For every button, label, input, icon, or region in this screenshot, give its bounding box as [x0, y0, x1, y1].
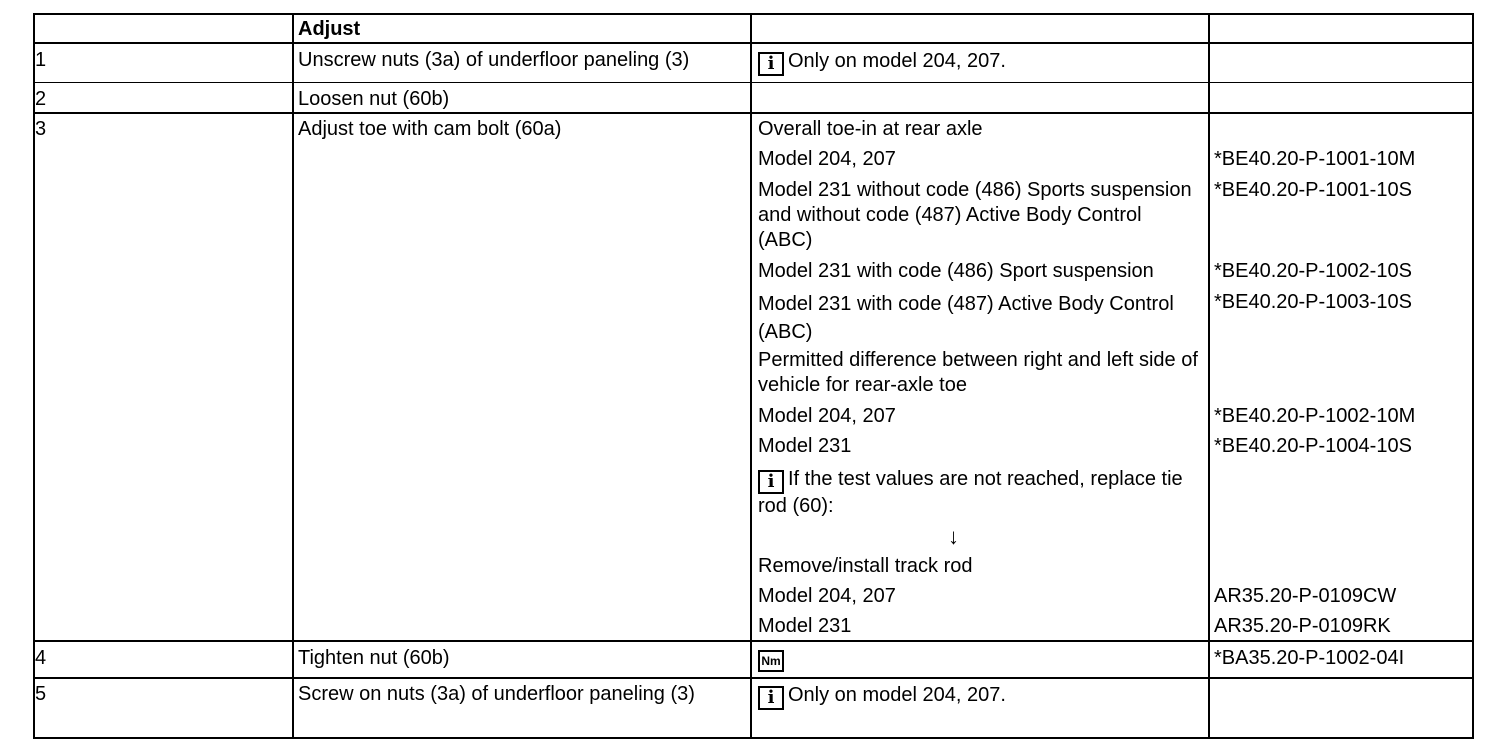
detail-text: Permitted difference between right and left side of vehicle for rear-axle toe: [758, 349, 1198, 396]
detail-ref: *BE40.20-P-1002-10S: [1214, 260, 1412, 282]
detail-ref: *BA35.20-P-1002-04I: [1214, 647, 1405, 669]
note-text: Only on model 204, 207.: [788, 50, 1006, 72]
info-icon: i: [758, 470, 784, 494]
detail-text: Remove/install track rod: [758, 555, 973, 577]
detail-text: Model 204, 207: [758, 585, 896, 607]
step-number: 1: [35, 49, 47, 71]
detail-ref: *BE40.20-P-1003-10S: [1214, 291, 1412, 313]
detail-ref: *BE40.20-P-1001-10M: [1214, 148, 1416, 170]
info-icon: i: [758, 686, 784, 710]
table-header-title: Adjust: [298, 18, 361, 40]
detail-ref: AR35.20-P-0109RK: [1214, 615, 1391, 637]
grid-line: [33, 112, 1474, 114]
grid-line: [750, 13, 752, 739]
detail-text: Model 231: [758, 435, 852, 457]
torque-cell: [758, 647, 784, 672]
step-action: Adjust toe with cam bolt (60a): [298, 118, 562, 140]
step-action: Tighten nut (60b): [298, 647, 450, 669]
detail-text: Model 204, 207: [758, 148, 896, 170]
procedure-table: [33, 13, 1474, 739]
step-number: 4: [35, 647, 47, 669]
step-number: 3: [35, 118, 47, 140]
step-number: 2: [35, 88, 47, 110]
arrow-down-icon: ↓: [948, 524, 959, 549]
detail-text: Model 231 with code (487) Active Body Control (ABC): [758, 293, 1174, 343]
grid-line: [33, 13, 1474, 15]
grid-line: [33, 42, 1474, 44]
detail-ref: *BE40.20-P-1001-10S: [1214, 179, 1412, 201]
detail-ref: AR35.20-P-0109CW: [1214, 585, 1397, 607]
step-action: Loosen nut (60b): [298, 88, 450, 110]
detail-text: Model 231 without code (486) Sports suspension and without code (487) Active Body Control (ABC): [758, 179, 1192, 251]
grid-line: [33, 677, 1474, 679]
grid-line: [33, 640, 1474, 642]
detail-ref: *BE40.20-P-1002-10M: [1214, 405, 1416, 427]
grid-line: [33, 82, 1474, 83]
detail-text: Overall toe-in at rear axle: [758, 118, 983, 140]
step-note: [758, 683, 1006, 710]
detail-text: Model 231: [758, 615, 852, 637]
detail-text: Model 231 with code (486) Sport suspension: [758, 260, 1154, 282]
note-text: Only on model 204, 207.: [788, 684, 1006, 706]
grid-line: [1208, 13, 1210, 739]
detail-text: Model 204, 207: [758, 405, 896, 427]
step-action: Screw on nuts (3a) of underfloor paneling (3): [298, 683, 695, 705]
grid-line: [1472, 13, 1474, 739]
info-icon: i: [758, 52, 784, 76]
step-note: [758, 49, 1006, 76]
detail-ref: *BE40.20-P-1004-10S: [1214, 435, 1412, 457]
grid-line: [33, 737, 1474, 739]
step-action: Unscrew nuts (3a) of underfloor paneling (3): [298, 49, 690, 71]
detail-note: [758, 467, 1206, 519]
torque-icon: Nm: [758, 650, 784, 672]
detail-text: If the test values are not reached, replace tie rod (60):: [758, 468, 1183, 517]
step-number: 5: [35, 683, 47, 705]
grid-line: [292, 13, 294, 739]
